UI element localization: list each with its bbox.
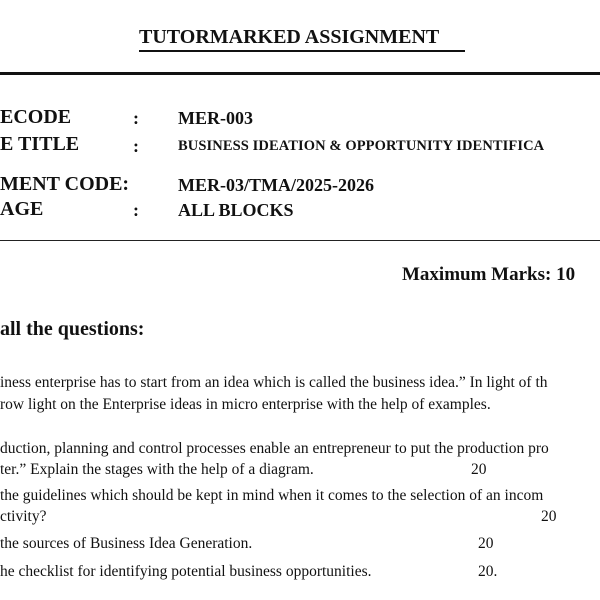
instruction-heading: all the questions:: [0, 318, 145, 340]
coverage-colon: :: [133, 200, 139, 220]
assignment-code-value: MER-03/TMA/2025-2026: [178, 175, 374, 195]
title-underline: [139, 50, 465, 52]
maximum-marks: Maximum Marks: 10: [402, 264, 576, 285]
document-title: TUTORMARKED ASSIGNMENT: [139, 26, 440, 48]
course-code-colon: :: [133, 108, 139, 128]
course-title-label: E TITLE: [0, 133, 80, 155]
top-divider: [0, 72, 600, 75]
assignment-code-label: MENT CODE:: [0, 173, 130, 195]
question-marks: 20: [541, 508, 557, 525]
question-text-line: the guidelines which should be kept in mind when it comes to the selection of an incom: [0, 487, 544, 504]
course-code-value: MER-003: [178, 108, 253, 128]
coverage-label: AGE: [0, 198, 44, 220]
question-text-line: iness enterprise has to start from an idea which is called the business idea.” In light of th: [0, 374, 548, 391]
question-text-line: duction, planning and control processes enable an entrepreneur to put the production pro: [0, 440, 549, 457]
question-text-line: ctivity?: [0, 508, 47, 525]
question-marks: 20: [478, 535, 494, 552]
question-text-line: ter.” Explain the stages with the help of a diagram.: [0, 461, 314, 478]
course-code-label: ECODE: [0, 106, 72, 128]
coverage-value: ALL BLOCKS: [178, 200, 294, 220]
question-text-line: he checklist for identifying potential business opportunities.: [0, 563, 372, 580]
question-marks: 20: [471, 461, 487, 478]
course-title-colon: :: [133, 136, 139, 156]
question-marks: 20.: [478, 563, 498, 580]
question-text-line: the sources of Business Idea Generation.: [0, 535, 253, 552]
course-title-value: BUSINESS IDEATION & OPPORTUNITY IDENTIFICA: [178, 138, 545, 154]
bottom-divider: [0, 240, 600, 241]
question-text-line: row light on the Enterprise ideas in micro enterprise with the help of examples.: [0, 396, 491, 413]
